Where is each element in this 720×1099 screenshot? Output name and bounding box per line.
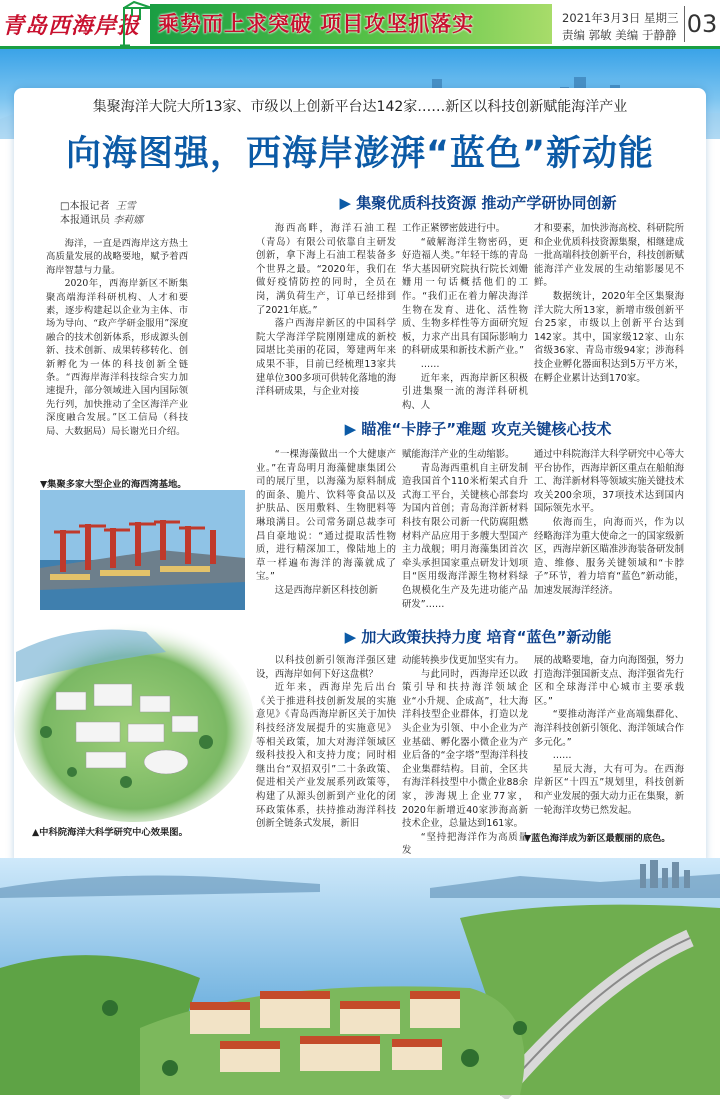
section3-column-1 <box>256 654 396 830</box>
editors: 责编 郭敏 美编 于静静 <box>562 28 677 42</box>
lede-paragraph: 2020年，西海岸新区不断集聚高端海洋科研机构、人才和要素，逐步构建起以企业为主体、市场为导向、“政产学研金服用”深度融合的技术创新体系，形成源头创新、技术创新、成果转移转化、创新孵化为一体的科技创新全链条。“西海岸海洋科技综合实力加速提升，部分领域进入国内国际领先行列，加快推动了全区海洋产业深度融合发展。”区工信局（科技局、大数据局）局长谢光日介绍。 <box>46 278 188 437</box>
issue-date: 2021年3月3日 星期三 <box>562 11 679 25</box>
newspaper-logo: 青岛西海岸报 <box>2 13 141 39</box>
lede-paragraph: 海洋，一直是西海岸这方热土高质量发展的战略要地，赋予着西海岸智慧与力量。 <box>46 238 188 276</box>
research-center-rendering <box>16 612 251 820</box>
byline <box>60 200 190 228</box>
section3-heading-text: 加大政策扶持力度 培育“蓝色”新动能 <box>361 628 612 646</box>
reporter-name: 王雪 <box>115 201 136 212</box>
triangle-icon: ▶ <box>344 628 362 646</box>
coastline-aerial-photo <box>0 858 720 1095</box>
coast-photo-caption: ▼蓝色海洋成为新区最靓丽的底色。 <box>524 833 671 844</box>
section2-heading <box>258 418 698 439</box>
triangle-icon: ▶ <box>344 420 362 438</box>
section1-heading-text: 集聚优质科技资源 推动产学研协同创新 <box>356 194 617 212</box>
section2-heading-text: 瞄准“卡脖子”难题 攻克关键核心技术 <box>361 420 612 438</box>
section1-column-3 <box>534 222 684 394</box>
paragraph: 这是西海岸新区科技创新 <box>274 584 378 596</box>
section1-heading <box>258 192 698 213</box>
section2-column-3 <box>534 448 685 596</box>
paragraph: 以科技创新引领海洋强区建设，西海岸如何下好这盘棋？ <box>256 655 396 680</box>
port-photo-caption: ▼集聚多家大型企业的海西湾基地。 <box>40 479 187 490</box>
paragraph: “一棵海藻做出一个大健康产业。”在青岛明月海藻健康集团公司的展厅里，以海藻为原料制成的面条、脆片、饮料等食品以及护肤品、医用敷料、生物肥料等琳琅满目。公司常务副总裁李可昌自豪地说：“通过提取活性物质，进行精深加工，像陆地上的草一样遍布海洋的海藻就成了宝。” <box>256 449 396 583</box>
triangle-icon: ▶ <box>339 194 357 212</box>
section1-column-2 <box>402 222 528 411</box>
paragraph: 数据统计，2020年全区集聚海洋大院大所13家，新增市级创新平台25家，市级以上创新平台达到142家。其中，国家级12家、山东省级36家、青岛市级94家；涉海科技企业孵化器面积达到5万平方米，在孵企业累计达到170家。 <box>534 290 684 384</box>
paragraph: 动能转换步伐更加坚实有力。 <box>402 655 524 666</box>
correspondent-name: 李莉娜 <box>113 215 144 226</box>
paragraph: 近年来，西海岸先后出台《关于推进科技创新发展的实施意见》《青岛西海岸新区关于加快科技经济发展提升的实施意见》等相关政策，加大对海洋领域区级科技投入和支持力度；同时相继出台“双招双引”二十条政策、促进相关产业发展系列政策等，构建了从源头创新到产业化的闭环政策体系，扶持推动海洋科技创新全链条式发展，新旧 <box>256 682 396 830</box>
paragraph: 落户西海岸新区的中国科学院大学海洋学院刚刚建成的新校园堪比美丽的花园，筹建两年来成果不菲，目前已经梳理13家共建单位300多项可供转化落地的海洋科研成果，与企业对接 <box>256 318 396 398</box>
paragraph: 赋能海洋产业的生动缩影。 <box>402 449 515 460</box>
paragraph: “要推动海洋产业高端集群化、海洋科技创新引领化、海洋领域合作多元化。” <box>534 709 685 748</box>
article-subtitle: 集聚海洋大院大所13家、市级以上创新平台达142家……新区以科技创新赋能海洋产业 <box>92 99 628 115</box>
section3-heading <box>258 626 698 647</box>
section2-column-1 <box>256 448 396 596</box>
paragraph: 通过中科院海洋大科学研究中心等大平台协作，西海岸新区重点在船舶海工、海洋新材料等领域实施关键技术攻关200余项，37项技术达到国内国际领先水平。 <box>534 449 685 515</box>
correspondent-label: 本报通讯员 <box>60 215 110 226</box>
paragraph: 近年来，西海岸新区积极引进集聚一流的海洋科研机构、人 <box>402 372 528 411</box>
reporter-label: □本报记者 <box>60 201 110 212</box>
paragraph: …… <box>552 750 572 762</box>
article-title: 向海图强，西海岸澎湃“蓝色”新动能 <box>65 134 654 174</box>
paragraph: 与此同时，西海岸还以政策引导和扶持海洋领域企业“小升规、企成高”，壮大海洋科技型企业群体，打造以龙头企业为引领、中小企业为产业基础、孵化器小微企业为产业后备的“金字塔”型海洋科技企业集群结构。目前，全区共有海洋科技型中小微企业88余家，涉海规上企业77家，2020年新增近40家涉海高新技术企业，总量达到161家。 <box>402 668 528 830</box>
paragraph: 工作正紧锣密鼓进行中。 <box>402 223 506 234</box>
slogan-text: 乘势而上求突破 项目攻坚抓落实 <box>158 12 475 36</box>
port-photo <box>40 490 245 610</box>
paragraph: “坚持把海洋作为高质量发 <box>402 831 528 857</box>
paragraph: “破解海洋生物密码，更好造福人类。”年轻干练的青岛华大基因研究院执行院长刘姗姗用一句话概括他们的工作。“我们正在着力解决海洋生物在发育、进化、活性物质、生物多样性等方面研究短板，力求产出具有国际影响力的科研成果和新技术新产业。” <box>402 236 528 357</box>
paragraph: …… <box>420 358 440 370</box>
paragraph: 展的战略要地，奋力向海图强，努力打造海洋强国新支点、海洋强省先行区和全球海洋中心城市主要承载区。” <box>534 655 685 707</box>
section3-column-2 <box>402 654 528 857</box>
section2-column-2 <box>402 448 528 610</box>
paragraph: 青岛海西重机自主研发制造我国首个110米桁架式自升式海工平台，关键核心部套均为国内首创；青岛海洋新材料科技有限公司新一代防腐阻燃材料产品应用于多艘大型国产主力战舰；明月海藻集团首次牵头承担国家重点研发计划项目“医用级海洋源生物材料绿色规模化生产及先进功能产品研发”…… <box>402 462 528 610</box>
article-lede <box>46 237 188 474</box>
paragraph: 星辰大海，大有可为。在西海岸新区“十四五”规划里，科技创新和产业发展的强大动力正在集聚，新一轮海洋攻势已然发起。 <box>534 763 685 816</box>
page-header <box>0 0 720 50</box>
research-photo-caption: ▲中科院海洋大科学研究中心效果图。 <box>32 827 188 838</box>
paragraph: 海西高畔，海洋石油工程（青岛）有限公司依靠自主研发创新，拿下海上石油工程装备多个世界之最。“2020年，我们在做好疫情防控的同时，全员在岗，满负荷生产，订单已经排到了2021年底。” <box>256 223 396 316</box>
paragraph: 才和要素，加快涉海高校、科研院所和企业优质科技资源集聚，相继建成一批高端科技创新平台，科技创新赋能海洋产业发展的生动缩影屡见不鲜。 <box>534 223 685 289</box>
section1-column-1 <box>256 222 396 398</box>
page-number: 03 <box>684 6 719 42</box>
paragraph: 依海而生，向海而兴，作为以经略海洋为重大使命之一的国家级新区，西海岸新区瞄准涉海装备研发制造、维修、服务关键领域和“卡脖子”环节，着力培育“蓝色”新动能，加速发展海洋经济。 <box>534 516 685 596</box>
section3-column-3 <box>534 654 684 824</box>
